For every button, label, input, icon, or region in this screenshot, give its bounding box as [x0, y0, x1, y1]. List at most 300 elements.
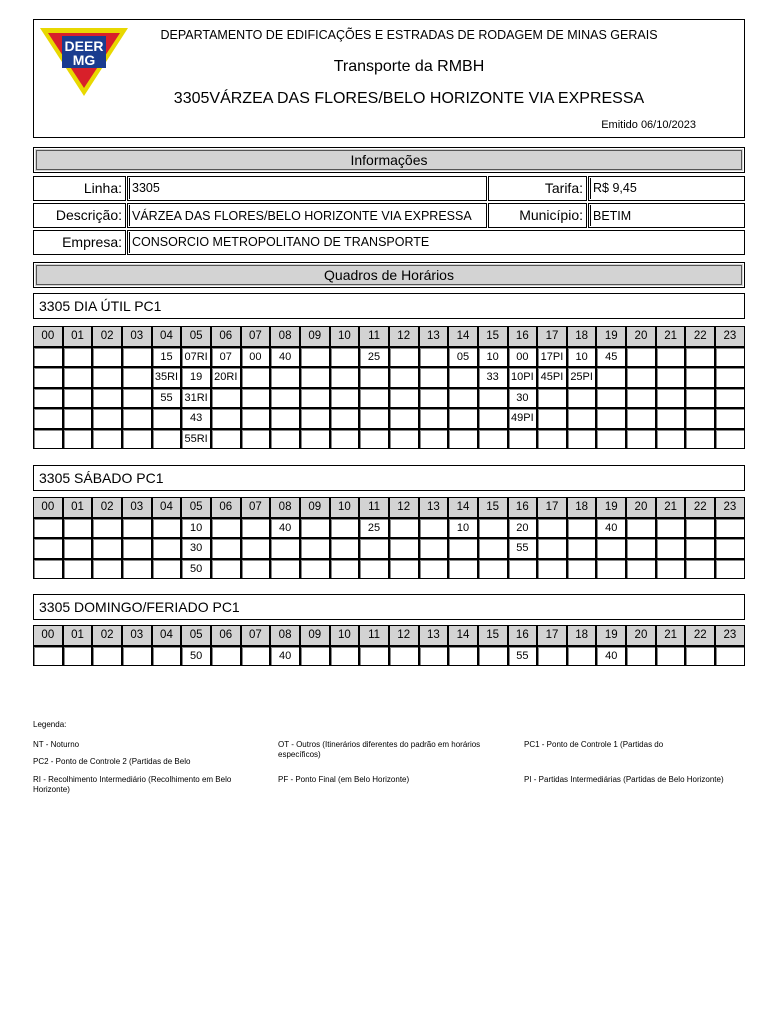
departure-cell: [211, 646, 241, 667]
departure-cell: [715, 367, 745, 388]
departure-cell: [389, 518, 419, 539]
hour-header-cell: 10: [330, 497, 360, 518]
departure-cell: [152, 538, 182, 559]
departure-cell: [92, 408, 122, 429]
hour-header-cell: 02: [92, 326, 122, 347]
hour-header-cell: 14: [448, 625, 478, 646]
departure-cell: [270, 388, 300, 409]
hour-header-cell: 17: [537, 625, 567, 646]
hour-header-cell: 13: [419, 497, 449, 518]
departure-cell: [92, 646, 122, 667]
hour-header-cell: 07: [241, 326, 271, 347]
departure-cell: [92, 367, 122, 388]
departure-cell: 10PI: [508, 367, 538, 388]
departure-cell: [715, 559, 745, 580]
departure-cell: [122, 559, 152, 580]
departure-cell: 33: [478, 367, 508, 388]
departure-cell: 55: [508, 538, 538, 559]
schedule-table-saturday: [33, 497, 745, 579]
departure-cell: [567, 408, 597, 429]
departure-cell: [92, 347, 122, 368]
departure-cell: [359, 559, 389, 580]
departure-cell: [63, 559, 93, 580]
hour-header-cell: 02: [92, 625, 122, 646]
departure-cell: [596, 538, 626, 559]
departure-cell: [567, 388, 597, 409]
legend-ot: OT - Outros (Itinerários diferentes do padrão em horários específicos): [278, 740, 481, 759]
schedule-table-weekday: [33, 326, 745, 449]
departure-cell: [626, 367, 656, 388]
logo-text-line1: DEER: [64, 38, 104, 54]
hour-header-cell: 04: [152, 497, 182, 518]
hour-header-cell: 07: [241, 497, 271, 518]
departure-cell: [656, 646, 686, 667]
departure-cell: [241, 367, 271, 388]
hour-header-cell: 07: [241, 625, 271, 646]
departure-cell: [596, 429, 626, 450]
hour-header-row: [33, 625, 745, 646]
legend-ri: RI - Recolhimento Intermediário (Recolhimento em Belo Horizonte): [33, 775, 232, 794]
hour-header-cell: 16: [508, 497, 538, 518]
departure-cell: [359, 388, 389, 409]
hour-header-cell: 20: [626, 625, 656, 646]
schedule-title-weekday: 3305 DIA ÚTIL PC1: [33, 293, 745, 319]
departure-cell: [92, 518, 122, 539]
departure-cell: [330, 429, 360, 450]
hour-header-cell: 13: [419, 326, 449, 347]
departure-cell: 00: [508, 347, 538, 368]
departure-cell: [478, 559, 508, 580]
departure-cell: [389, 559, 419, 580]
departure-cell: [359, 408, 389, 429]
departure-cell: [152, 518, 182, 539]
departure-cell: [63, 388, 93, 409]
departure-cell: [715, 646, 745, 667]
departure-cell: [419, 367, 449, 388]
departure-cell: [300, 367, 330, 388]
departure-cell: [656, 429, 686, 450]
hour-header-cell: 06: [211, 326, 241, 347]
hour-header-cell: 23: [715, 326, 745, 347]
departure-cell: [270, 538, 300, 559]
departure-cell: [389, 646, 419, 667]
departure-cell: [448, 408, 478, 429]
departure-cell: 00: [241, 347, 271, 368]
legend-nt: NT - Noturno: [33, 740, 80, 749]
departure-cell: [63, 367, 93, 388]
municipio-label: Município:: [488, 203, 587, 228]
departure-cell: [330, 388, 360, 409]
departure-cell: [626, 559, 656, 580]
departure-cell: 19: [181, 367, 211, 388]
schedule-row: [33, 408, 745, 429]
departure-cell: [478, 429, 508, 450]
descricao-label: Descrição:: [33, 203, 126, 228]
departure-cell: [359, 367, 389, 388]
departure-cell: [122, 347, 152, 368]
info-section-title: Informações: [33, 147, 745, 173]
departure-cell: [478, 518, 508, 539]
departure-cell: [419, 429, 449, 450]
departure-cell: [359, 646, 389, 667]
hour-header-cell: 10: [330, 326, 360, 347]
hour-header-cell: 15: [478, 326, 508, 347]
line-title: 3305VÁRZEA DAS FLORES/BELO HORIZONTE VIA EXPRESSA: [173, 90, 645, 107]
municipio-value: BETIM: [588, 203, 745, 228]
departure-cell: [300, 347, 330, 368]
departure-cell: [715, 538, 745, 559]
departure-cell: 05: [448, 347, 478, 368]
departure-cell: [300, 518, 330, 539]
departure-cell: [152, 559, 182, 580]
departure-cell: 30: [508, 388, 538, 409]
departure-cell: [92, 429, 122, 450]
departure-cell: [626, 518, 656, 539]
departure-cell: [300, 408, 330, 429]
departure-cell: [419, 347, 449, 368]
departure-cell: [478, 538, 508, 559]
schedule-row: [33, 646, 745, 667]
tarifa-label: Tarifa:: [488, 176, 587, 201]
schedule-title-sunday: 3305 DOMINGO/FERIADO PC1: [33, 594, 745, 620]
hour-header-cell: 22: [685, 625, 715, 646]
legend-pc2: PC2 - Ponto de Controle 2 (Partidas de Belo: [33, 757, 191, 766]
departure-cell: [63, 408, 93, 429]
departure-cell: [626, 388, 656, 409]
departure-cell: 25: [359, 518, 389, 539]
hour-header-cell: 15: [478, 625, 508, 646]
hour-header-cell: 11: [359, 326, 389, 347]
departure-cell: [448, 538, 478, 559]
departure-cell: [656, 347, 686, 368]
hour-header-cell: 21: [656, 625, 686, 646]
departure-cell: 35RI: [152, 367, 182, 388]
departure-cell: [241, 388, 271, 409]
departure-cell: [270, 367, 300, 388]
departure-cell: [122, 388, 152, 409]
departure-cell: [537, 429, 567, 450]
linha-value: 3305: [127, 176, 487, 201]
departure-cell: [656, 408, 686, 429]
departure-cell: [685, 408, 715, 429]
departure-cell: [241, 646, 271, 667]
departure-cell: [567, 646, 597, 667]
departure-cell: [300, 429, 330, 450]
departure-cell: [270, 429, 300, 450]
departure-cell: [330, 559, 360, 580]
departure-cell: 49PI: [508, 408, 538, 429]
hour-header-cell: 23: [715, 625, 745, 646]
hour-header-cell: 21: [656, 326, 686, 347]
departure-cell: [715, 388, 745, 409]
hour-header-cell: 23: [715, 497, 745, 518]
hour-header-cell: 18: [567, 625, 597, 646]
departure-cell: [685, 388, 715, 409]
departure-cell: [33, 538, 63, 559]
departure-cell: [508, 429, 538, 450]
departure-cell: [122, 646, 152, 667]
departure-cell: [537, 388, 567, 409]
departure-cell: [596, 367, 626, 388]
hour-header-cell: 09: [300, 625, 330, 646]
departure-cell: [63, 347, 93, 368]
departure-cell: [211, 518, 241, 539]
hour-header-cell: 01: [63, 625, 93, 646]
hour-header-cell: 08: [270, 326, 300, 347]
linha-label: Linha:: [33, 176, 126, 201]
departure-cell: [152, 429, 182, 450]
departure-cell: [300, 388, 330, 409]
departure-cell: 10: [567, 347, 597, 368]
departure-cell: [715, 518, 745, 539]
hour-header-cell: 10: [330, 625, 360, 646]
departure-cell: [389, 408, 419, 429]
departure-cell: [448, 429, 478, 450]
departure-cell: [478, 388, 508, 409]
departure-cell: [419, 518, 449, 539]
hour-header-cell: 01: [63, 326, 93, 347]
departure-cell: [419, 646, 449, 667]
hour-header-cell: 21: [656, 497, 686, 518]
departure-cell: 10: [478, 347, 508, 368]
departure-cell: [685, 429, 715, 450]
departure-cell: [448, 559, 478, 580]
departure-cell: [33, 559, 63, 580]
departure-cell: [122, 429, 152, 450]
departure-cell: 20RI: [211, 367, 241, 388]
page-title: Transporte da RMBH: [333, 58, 485, 75]
departure-cell: [567, 538, 597, 559]
departure-cell: [270, 559, 300, 580]
legend-pi: PI - Partidas Intermediárias (Partidas de Belo Horizonte): [524, 775, 724, 784]
departure-cell: 45: [596, 347, 626, 368]
departure-cell: [211, 388, 241, 409]
departure-cell: [63, 538, 93, 559]
departure-cell: 25: [359, 347, 389, 368]
departure-cell: [330, 518, 360, 539]
departure-cell: [626, 429, 656, 450]
legend-pc1: PC1 - Ponto de Controle 1 (Partidas do: [524, 740, 664, 749]
tarifa-value: R$ 9,45: [588, 176, 745, 201]
departure-cell: 10: [181, 518, 211, 539]
empresa-value: CONSORCIO METROPOLITANO DE TRANSPORTE: [127, 230, 745, 255]
departure-cell: [567, 559, 597, 580]
departure-cell: 40: [270, 646, 300, 667]
departure-cell: [241, 429, 271, 450]
departure-cell: 31RI: [181, 388, 211, 409]
hour-header-cell: 00: [33, 625, 63, 646]
departure-cell: [330, 367, 360, 388]
departure-cell: [122, 518, 152, 539]
hour-header-cell: 06: [211, 497, 241, 518]
departure-cell: [241, 538, 271, 559]
hour-header-cell: 09: [300, 326, 330, 347]
department-name: DEPARTAMENTO DE EDIFICAÇÕES E ESTRADAS DE RODAGEM DE MINAS GERAIS: [160, 28, 658, 42]
departure-cell: [92, 388, 122, 409]
hour-header-row: [33, 326, 745, 347]
departure-cell: [33, 408, 63, 429]
departure-cell: [241, 559, 271, 580]
departure-cell: [211, 559, 241, 580]
departure-cell: [211, 538, 241, 559]
departure-cell: [122, 538, 152, 559]
departure-cell: [300, 646, 330, 667]
hour-header-cell: 12: [389, 497, 419, 518]
departure-cell: [685, 538, 715, 559]
hour-header-cell: 06: [211, 625, 241, 646]
departure-cell: 30: [181, 538, 211, 559]
departure-cell: [330, 538, 360, 559]
departure-cell: [656, 538, 686, 559]
departure-cell: [389, 538, 419, 559]
departure-cell: [359, 429, 389, 450]
schedule-row: [33, 559, 745, 580]
schedule-row: [33, 388, 745, 409]
schedule-row: [33, 429, 745, 450]
hour-header-cell: 20: [626, 497, 656, 518]
hour-header-cell: 16: [508, 625, 538, 646]
departure-cell: [389, 347, 419, 368]
departure-cell: [389, 388, 419, 409]
departure-cell: [626, 408, 656, 429]
departure-cell: 50: [181, 559, 211, 580]
departure-cell: 17PI: [537, 347, 567, 368]
hour-header-cell: 13: [419, 625, 449, 646]
hour-header-cell: 22: [685, 326, 715, 347]
schedule-row: [33, 538, 745, 559]
schedules-section-title: Quadros de Horários: [33, 262, 745, 288]
departure-cell: [122, 367, 152, 388]
departure-cell: [63, 646, 93, 667]
departure-cell: [389, 429, 419, 450]
hour-header-cell: 14: [448, 497, 478, 518]
departure-cell: [419, 538, 449, 559]
departure-cell: [330, 347, 360, 368]
departure-cell: 40: [270, 347, 300, 368]
departure-cell: [122, 408, 152, 429]
departure-cell: [626, 347, 656, 368]
departure-cell: [359, 538, 389, 559]
departure-cell: [211, 429, 241, 450]
departure-cell: [389, 367, 419, 388]
departure-cell: [656, 518, 686, 539]
hour-header-cell: 00: [33, 326, 63, 347]
departure-cell: 40: [596, 518, 626, 539]
hour-header-cell: 02: [92, 497, 122, 518]
hour-header-cell: 19: [596, 625, 626, 646]
hour-header-cell: 12: [389, 625, 419, 646]
departure-cell: [33, 388, 63, 409]
hour-header-cell: 15: [478, 497, 508, 518]
hour-header-cell: 19: [596, 326, 626, 347]
departure-cell: [567, 518, 597, 539]
departure-cell: [626, 646, 656, 667]
hour-header-cell: 01: [63, 497, 93, 518]
departure-cell: [33, 429, 63, 450]
departure-cell: [300, 559, 330, 580]
departure-cell: [715, 347, 745, 368]
hour-header-cell: 19: [596, 497, 626, 518]
hour-header-row: [33, 497, 745, 518]
legend-title: Legenda:: [33, 720, 67, 729]
logo-text-line2: MG: [72, 52, 96, 68]
hour-header-cell: 08: [270, 625, 300, 646]
departure-cell: 10: [448, 518, 478, 539]
departure-cell: [508, 559, 538, 580]
hour-header-cell: 03: [122, 625, 152, 646]
departure-cell: [92, 538, 122, 559]
departure-cell: [656, 367, 686, 388]
schedule-row: [33, 367, 745, 388]
hour-header-cell: 16: [508, 326, 538, 347]
departure-cell: [419, 408, 449, 429]
departure-cell: [300, 538, 330, 559]
departure-cell: [685, 559, 715, 580]
departure-cell: [478, 408, 508, 429]
departure-cell: [419, 559, 449, 580]
hour-header-cell: 20: [626, 326, 656, 347]
departure-cell: [685, 646, 715, 667]
hour-header-cell: 11: [359, 497, 389, 518]
departure-cell: 25PI: [567, 367, 597, 388]
departure-cell: [685, 347, 715, 368]
departure-cell: [448, 367, 478, 388]
departure-cell: 15: [152, 347, 182, 368]
departure-cell: [537, 518, 567, 539]
descricao-value: VÁRZEA DAS FLORES/BELO HORIZONTE VIA EXPRESSA: [127, 203, 487, 228]
departure-cell: [537, 646, 567, 667]
departure-cell: [92, 559, 122, 580]
issued-date: Emitido 06/10/2023: [601, 119, 696, 131]
departure-cell: 07RI: [181, 347, 211, 368]
departure-cell: [596, 408, 626, 429]
departure-cell: [63, 518, 93, 539]
departure-cell: [63, 429, 93, 450]
departure-cell: 55RI: [181, 429, 211, 450]
departure-cell: [152, 646, 182, 667]
departure-cell: [448, 388, 478, 409]
departure-cell: [715, 429, 745, 450]
departure-cell: [626, 538, 656, 559]
departure-cell: [537, 408, 567, 429]
departure-cell: [685, 367, 715, 388]
departure-cell: [656, 559, 686, 580]
hour-header-cell: 18: [567, 326, 597, 347]
departure-cell: [33, 518, 63, 539]
departure-cell: [685, 518, 715, 539]
schedule-title-saturday: 3305 SÁBADO PC1: [33, 465, 745, 491]
departure-cell: 45PI: [537, 367, 567, 388]
departure-cell: [33, 347, 63, 368]
empresa-label: Empresa:: [33, 230, 126, 255]
departure-cell: [537, 538, 567, 559]
hour-header-cell: 04: [152, 326, 182, 347]
hour-header-cell: 03: [122, 326, 152, 347]
schedule-row: [33, 518, 745, 539]
departure-cell: [33, 367, 63, 388]
hour-header-cell: 03: [122, 497, 152, 518]
departure-cell: [567, 429, 597, 450]
report-header: [33, 19, 745, 138]
departure-cell: [419, 388, 449, 409]
hour-header-cell: 05: [181, 326, 211, 347]
departure-cell: 55: [508, 646, 538, 667]
hour-header-cell: 17: [537, 497, 567, 518]
schedule-table-sunday: [33, 625, 745, 666]
departure-cell: [211, 408, 241, 429]
departure-cell: [448, 646, 478, 667]
departure-cell: [656, 388, 686, 409]
